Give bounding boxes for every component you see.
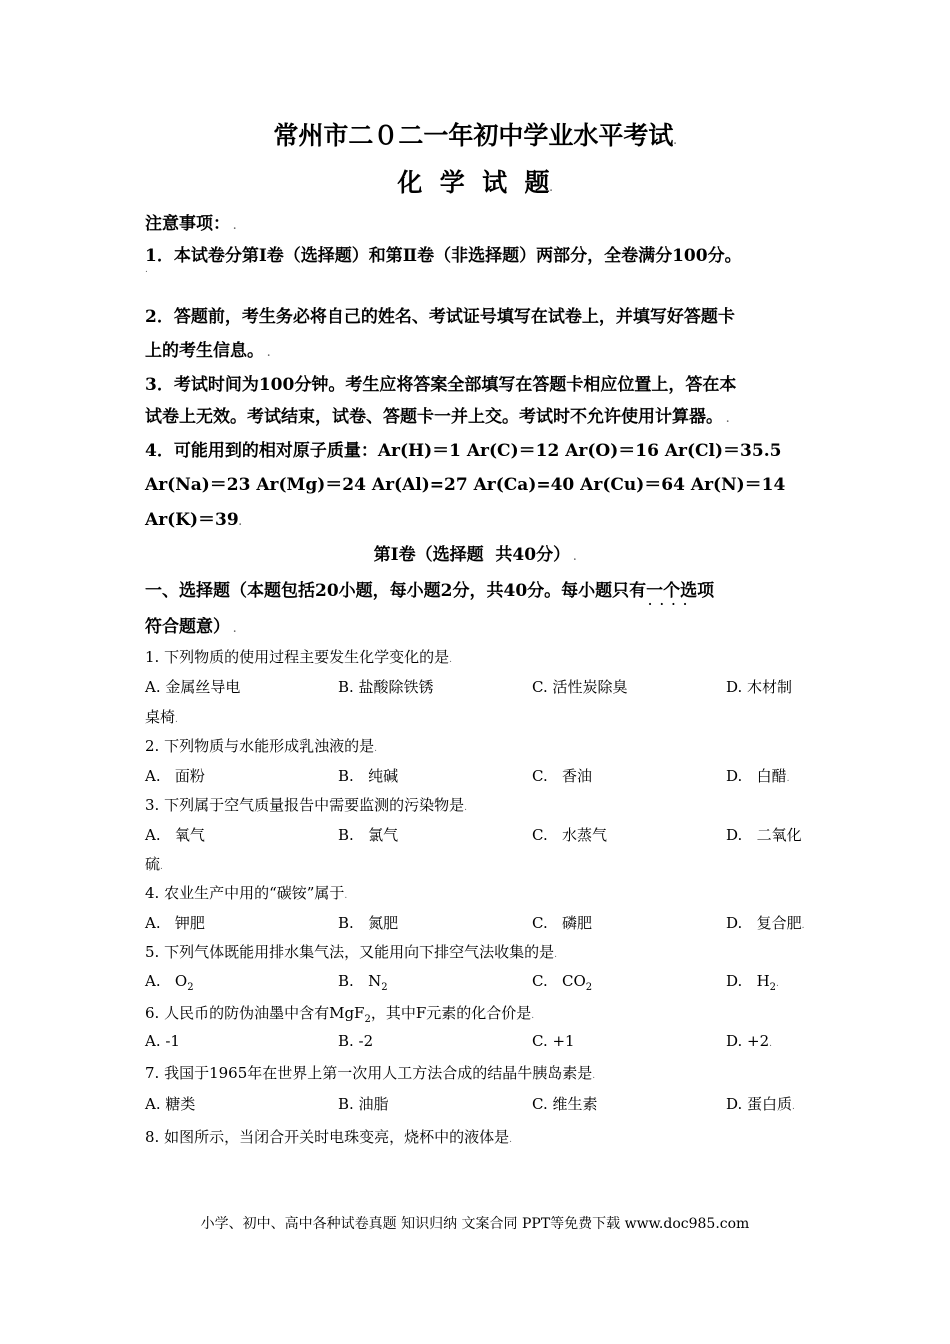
question-6-option-a: A. -1 — [145, 1032, 180, 1050]
question-5-option-c: C. $CO_2$ — [532, 972, 593, 993]
question-3-option-b: B. 氯气 — [338, 826, 399, 844]
notice-item-3-line1: 3．考试时间为100分钟。考生应将答案全部填写在答题卡相应位置上，答在本 — [145, 375, 737, 395]
question-7-option-a: A. 糖类 — [145, 1095, 196, 1113]
question-5-option-d: D. $H_2$. — [726, 972, 779, 993]
notice-item-2-line1: 2．答题前，考生务必将自己的姓名、考试证号填写在试卷上，并填写好答题卡 — [145, 307, 735, 327]
notice-heading: 注意事项： . — [145, 214, 237, 234]
question-1-option-b: B. 盐酸除铁锈 — [338, 678, 434, 696]
question-7-option-c: C. 维生素 — [532, 1095, 598, 1113]
exam-title: 常州市二０二一年初中学业水平考试. — [273, 121, 677, 150]
question-7-stem: 7. 我国于1965年在世界上第一次用人工方法合成的结晶牛胰岛素是. — [145, 1064, 596, 1082]
question-1-stem: 1. 下列物质的使用过程主要发生化学变化的是. — [145, 648, 452, 666]
notice-item-2-line2: 上的考生信息。 . — [145, 341, 271, 361]
question-5-option-b: B. $N_2$ — [338, 972, 388, 993]
question-3-option-c: C. 水蒸气 — [532, 826, 608, 844]
question-3-stem: 3. 下列属于空气质量报告中需要监测的污染物是. — [145, 796, 467, 814]
question-5-option-a: A. $O_2$ — [145, 972, 194, 993]
question-3-option-d: D. 二氧化 — [726, 826, 802, 844]
notice-item-1: 1．本试卷分第Ⅰ卷（选择题）和第Ⅱ卷（非选择题）两部分，全卷满分100分。 — [145, 246, 742, 266]
question-2-option-d: D. 白醋. — [726, 767, 790, 785]
emphasis-text: 一个 · · · · — [646, 581, 680, 601]
question-3-option-a: A. 氧气 — [145, 826, 205, 844]
question-7-option-d: D. 蛋白质. — [726, 1095, 795, 1113]
question-3-option-d-wrap: 硫. — [145, 855, 163, 873]
section-heading-line1: 一、选择题（本题包括20小题，每小题2分，共40分。每小题只有一个 · · · ·选项 — [145, 576, 714, 601]
notice-item-3-line2: 试卷上无效。考试结束，试卷、答题卡一并上交。考试时不允许使用计算器。 . — [145, 407, 730, 427]
question-4-option-c: C. 磷肥 — [532, 914, 593, 932]
question-6-stem: 6. 人民币的防伪油墨中含有MgF$_2$，其中F元素的化合价是. — [145, 1004, 535, 1025]
page-footer: 小学、初中、高中各种试卷真题 知识归纳 文案合同 PPT等免费下载 www.doc985.com — [200, 1216, 750, 1232]
part1-heading: 第Ⅰ卷（选择题 共40分） . — [373, 545, 577, 565]
question-1-option-a: A. 金属丝导电 — [145, 678, 241, 696]
notice-item-4-line2: Ar(Na)＝23 Ar(Mg)＝24 Ar(Al)=27 Ar(Ca)=40 Ar(Cu)＝64 Ar(N)＝14 — [145, 475, 786, 495]
question-6-option-d: D. +2. — [726, 1032, 773, 1050]
paragraph-mark: . — [145, 265, 148, 275]
question-5-stem: 5. 下列气体既能用排水集气法，又能用向下排空气法收集的是. — [145, 943, 557, 961]
notice-item-4-line1: 4．可能用到的相对原子质量：Ar(H)＝1 Ar(C)＝12 Ar(O)＝16 Ar(Cl)＝35.5 — [145, 441, 782, 461]
question-4-option-a: A. 钾肥 — [145, 914, 205, 932]
question-2-option-b: B. 纯碱 — [338, 767, 399, 785]
question-2-option-a: A. 面粉 — [145, 767, 205, 785]
question-1-option-d: D. 木材制 — [726, 678, 793, 696]
question-6-option-c: C. +1 — [532, 1032, 575, 1050]
question-7-option-b: B. 油脂 — [338, 1095, 389, 1113]
question-1-option-d-wrap: 桌椅. — [145, 708, 178, 726]
question-4-stem: 4. 农业生产中用的“碳铵”属于. — [145, 884, 348, 902]
question-2-option-c: C. 香油 — [532, 767, 593, 785]
question-8-stem: 8. 如图所示，当闭合开关时电珠变亮，烧杯中的液体是. — [145, 1128, 512, 1146]
question-6-option-b: B. -2 — [338, 1032, 374, 1050]
question-1-option-c: C. 活性炭除臭 — [532, 678, 628, 696]
section-heading-line2: 符合题意） . — [145, 617, 237, 637]
question-4-option-b: B. 氮肥 — [338, 914, 399, 932]
notice-item-4-line3: Ar(K)＝39. — [145, 510, 242, 530]
subject-title: 化 学 试 题. — [397, 168, 553, 197]
question-4-option-d: D. 复合肥. — [726, 914, 805, 932]
question-2-stem: 2. 下列物质与水能形成乳浊液的是. — [145, 737, 377, 755]
